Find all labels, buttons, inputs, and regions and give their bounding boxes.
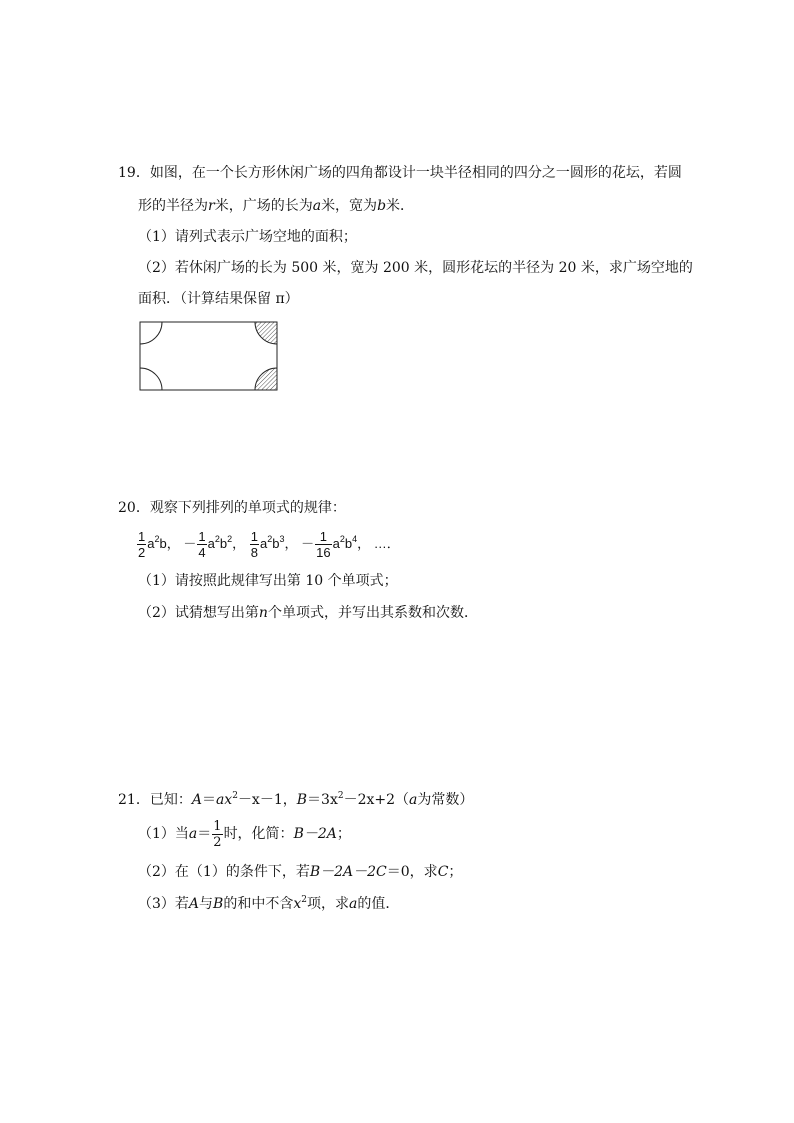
- q19-text: 米．: [386, 198, 415, 214]
- term-var-b: b: [272, 536, 280, 551]
- q21-part3-text: 与: [199, 896, 214, 912]
- exp: 2: [301, 895, 307, 905]
- half-fraction: [212, 819, 222, 850]
- q21-text: －2x+2（: [343, 792, 410, 808]
- term-exp: 2: [339, 534, 345, 544]
- fraction-denominator: 16: [316, 545, 331, 561]
- var-B: B: [213, 896, 224, 912]
- term-1: [136, 529, 180, 561]
- term-sep: ，: [284, 536, 298, 551]
- q19-text: 米，广场的长为: [214, 198, 313, 214]
- var-C: C: [437, 864, 449, 880]
- var-b: b: [377, 198, 387, 214]
- term-exp: 3: [279, 534, 285, 544]
- fraction-denominator: 4: [198, 545, 206, 561]
- q21-stem: [118, 790, 473, 810]
- q21-part3-text: 项，求: [306, 896, 349, 912]
- term-exp: 2: [227, 534, 233, 544]
- term-var-b: b: [344, 536, 353, 551]
- expr-B-2A: B－2A: [293, 826, 337, 842]
- q21-part1: [138, 816, 351, 852]
- q21-part1-text: （1）当: [138, 826, 189, 842]
- q19-stem-text: 如图，在一个长方形休闲广场的四角都设计一块半径相同的四分之一圆形的花坛，若圆: [149, 165, 682, 181]
- term-sign: －: [183, 536, 197, 551]
- var-r: r: [208, 198, 215, 214]
- var-A: A: [191, 792, 202, 808]
- term-fraction: [315, 529, 331, 560]
- fraction-numerator: 1: [138, 529, 146, 545]
- plaza-figure: [138, 318, 280, 394]
- q21-part1-text: 时，化简：: [223, 826, 294, 842]
- fraction-numerator: 1: [213, 818, 222, 834]
- flowerbed-top-right: [255, 322, 277, 344]
- term-exp: 2: [267, 534, 273, 544]
- plaza-rectangle: [140, 322, 277, 390]
- q21-text: ＝3x: [307, 792, 338, 808]
- exp: 2: [232, 791, 238, 801]
- term-3: [249, 529, 298, 561]
- term-exp: 2: [154, 534, 160, 544]
- q21-part3: [138, 894, 399, 914]
- term-sign: －: [301, 536, 315, 551]
- q19-stem-line2: [138, 196, 414, 216]
- term-var-a: a: [147, 536, 155, 551]
- var-n: n: [258, 605, 268, 621]
- flowerbed-top-left: [140, 322, 162, 344]
- var-a: a: [312, 198, 322, 214]
- q21-part1-text: ；: [336, 826, 351, 842]
- term-var-b: b: [219, 536, 228, 551]
- q20-part2: [138, 603, 478, 623]
- term-sep: ，: [232, 536, 246, 551]
- fraction-numerator: 1: [250, 529, 258, 545]
- q19-text: 米，宽为: [321, 198, 378, 214]
- q21-number: 21．: [118, 792, 150, 808]
- term-var-a: a: [207, 536, 215, 551]
- q19-number: 19．: [118, 165, 150, 181]
- q19-text: 形的半径为: [138, 198, 208, 214]
- term-4: [301, 529, 371, 561]
- q19-part1: （1）请列式表示广场空地的面积；: [138, 229, 357, 245]
- q21-part2-text: （2）在（1）的条件下，若: [138, 864, 310, 880]
- exp: 2: [337, 791, 344, 801]
- term-var-a: a: [259, 536, 268, 551]
- q21-text: 已知：: [149, 792, 192, 808]
- var-x: x: [293, 896, 302, 912]
- q20-part2-text: 个单项式，并写出其系数和次数．: [267, 605, 478, 621]
- q21-part3-text: 的和中不含: [223, 896, 294, 912]
- fraction-numerator: 1: [198, 529, 206, 545]
- q21-text: 为常数）: [417, 792, 474, 808]
- var-A: A: [188, 896, 200, 912]
- q19-stem-line1: [118, 163, 682, 183]
- flowerbed-bottom-left: [140, 368, 162, 390]
- fraction-denominator: 2: [138, 545, 146, 561]
- term-fraction: [250, 529, 259, 560]
- expr-B-2A-2C: B－2A－2C: [309, 864, 387, 880]
- var-a: a: [409, 792, 418, 808]
- term-exp: 2: [214, 534, 220, 544]
- q21-text: ＝: [201, 792, 216, 808]
- term-fraction: [197, 529, 206, 560]
- q19-part2-line2: 面积．（计算结果保留 π）: [138, 291, 299, 307]
- sequence-ellipsis: …．: [373, 536, 400, 551]
- term-sep: ，: [166, 536, 180, 551]
- term-ax: ax: [215, 792, 233, 808]
- term-fraction: [137, 529, 146, 560]
- term-var-b: b: [159, 536, 167, 551]
- term-var-a: a: [332, 536, 340, 551]
- q21-part1-text: ＝: [197, 826, 212, 842]
- q19-part2-line1: （2）若休闲广场的长为 500 米，宽为 200 米，圆形花坛的半径为 20 米，求广场空地的: [138, 260, 693, 276]
- q21-part3-text: 的值．: [357, 896, 400, 912]
- q20-stem-text: 观察下列排列的单项式的规律：: [149, 500, 346, 516]
- q21-part3-text: （3）若: [138, 896, 189, 912]
- q20-part1: （1）请按照此规律写出第 10 个单项式；: [138, 573, 398, 589]
- q20-number: 20．: [118, 500, 150, 516]
- fraction-denominator: 2: [213, 834, 222, 850]
- var-B: B: [296, 792, 308, 808]
- fraction-numerator: 1: [315, 529, 331, 545]
- q21-part2: [138, 862, 462, 882]
- term-sep: ，: [357, 536, 371, 551]
- fraction-denominator: 8: [250, 545, 258, 561]
- term-exp: 4: [352, 534, 358, 544]
- var-a: a: [348, 896, 358, 912]
- flowerbed-bottom-right: [255, 368, 277, 390]
- q20-stem: [118, 498, 346, 518]
- q21-part2-text: ＝0，求: [386, 864, 438, 880]
- var-a: a: [188, 826, 198, 842]
- term-2: [183, 529, 246, 561]
- q20-part2-text: （2）试猜想写出第: [138, 605, 259, 621]
- q21-part2-text: ；: [448, 864, 463, 880]
- q20-sequence: [136, 526, 400, 562]
- q21-text: －x－1，: [237, 792, 297, 808]
